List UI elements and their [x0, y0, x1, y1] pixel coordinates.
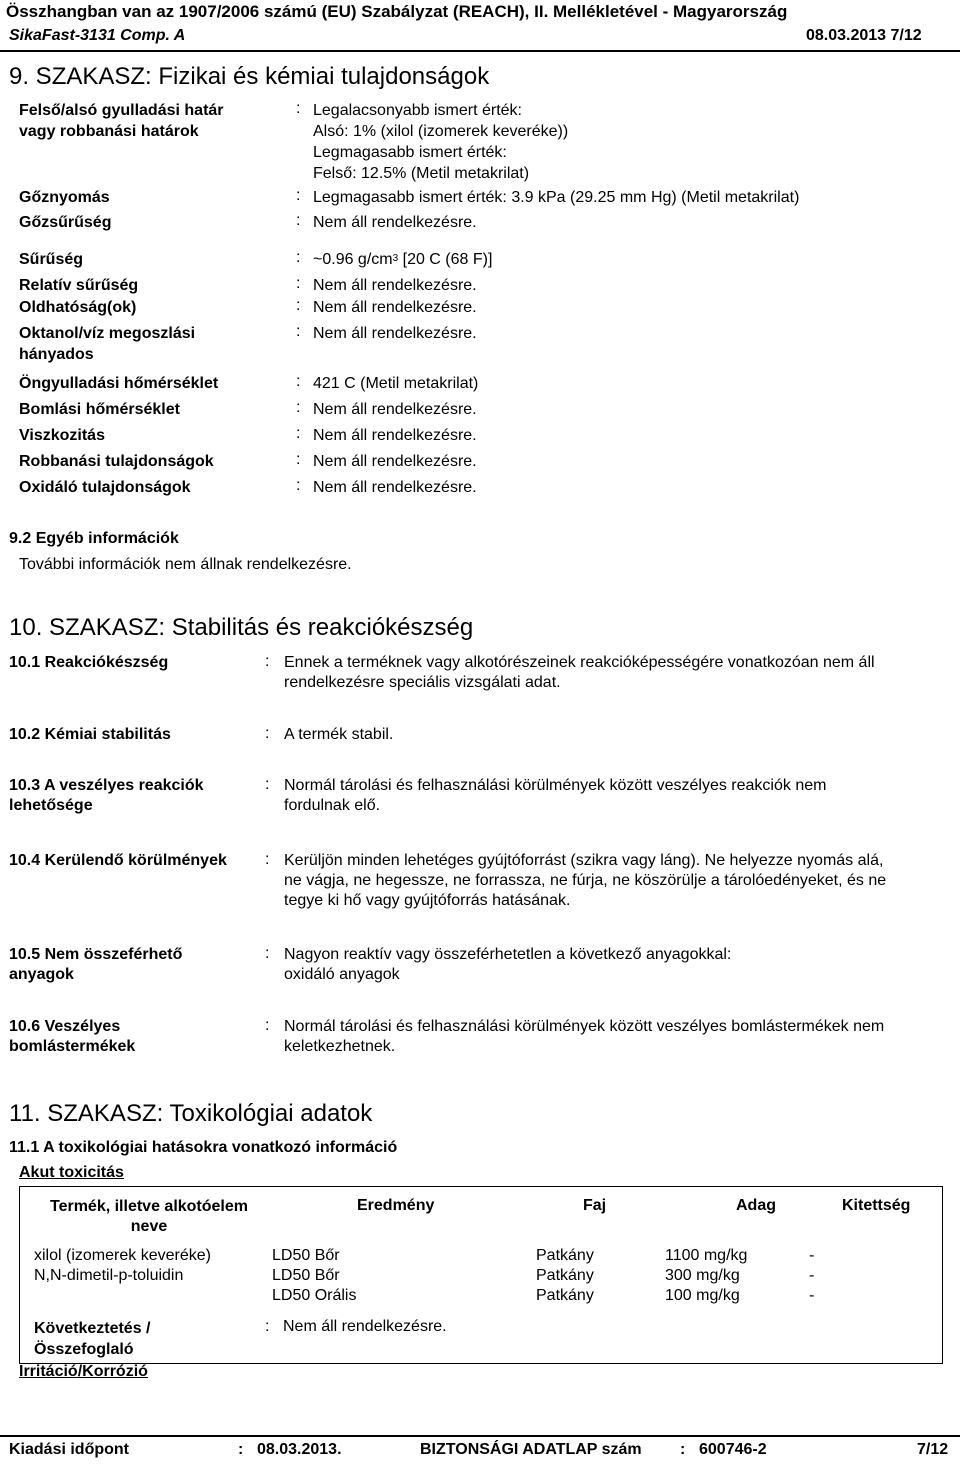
colon: : [296, 451, 301, 468]
value-line: rendelkezésre speciális vizsgálati adat. [284, 674, 561, 691]
colon: : [296, 425, 301, 442]
value-line: ne vágja, ne hegessze, ne forrassza, ne fúrja, ne köszörülje a tárolóedényeket, és ne [284, 872, 887, 889]
header-divider [0, 50, 960, 52]
property-value-partition-coefficient: Nem áll rendelkezésre. [313, 325, 477, 342]
table-column-products [34, 1246, 211, 1286]
footer-sds-number: 600746-2 [699, 1441, 767, 1458]
hazardous-reactions-label [9, 776, 204, 816]
section-10-title: 10. SZAKASZ: Stabilitás és reakciókészség [9, 614, 474, 641]
colon: : [296, 477, 301, 494]
property-label-decomposition: Bomlási hőmérséklet [19, 401, 180, 418]
property-label-autoignition: Öngyulladási hőmérséklet [19, 375, 219, 392]
table-cell: LD50 Orális [272, 1287, 357, 1304]
label-line: bomlástermékek [9, 1038, 136, 1055]
value-line: Nagyon reaktív vagy összeférhetetlen a következő anyagokkal: [284, 946, 732, 963]
property-value-decomposition: Nem áll rendelkezésre. [313, 401, 477, 418]
incompatible-materials-label [9, 945, 182, 985]
table-cell: 1100 mg/kg [665, 1247, 748, 1264]
label-line: 10.6 Veszélyes [9, 1018, 121, 1035]
table-header-product: Termék, illetve alkotóelem neve [49, 1198, 248, 1235]
document-regulation-title: Összhangban van az 1907/2006 számú (EU) Szabályzat (REACH), II. Mellékletével - Magyarország [6, 2, 788, 21]
table-cell: Patkány [536, 1267, 594, 1284]
table-header-exposure: Kitettség [842, 1197, 911, 1214]
section-9-2-text: További információk nem állnak rendelkezésre. [19, 556, 352, 573]
reactivity-value [284, 653, 875, 693]
label-line: Felső/alsó gyulladási határ [19, 102, 224, 119]
value-line: Legmagasabb ismert érték: [313, 144, 507, 161]
table-header-dose: Adag [736, 1197, 776, 1214]
property-label-solubility: Oldhatóság(ok) [19, 299, 137, 316]
colon: : [265, 1318, 270, 1335]
density-exponent: 3 [392, 253, 399, 264]
property-label-vapor-pressure: Gőznyomás [19, 189, 110, 206]
value-line: tegye ki hő vagy gyújtóforrás hatásának. [284, 892, 571, 909]
irritation-corrosion-label: Irritáció/Korrózió [19, 1363, 148, 1380]
property-value-flammability-limits [313, 100, 568, 184]
table-cell: xilol (izomerek keveréke) [34, 1247, 211, 1264]
table-cell: N,N-dimetil-p-toluidin [34, 1267, 184, 1284]
footer-issue-date: 08.03.2013. [257, 1441, 342, 1458]
property-value-density [313, 249, 492, 270]
colon: : [296, 212, 301, 229]
table-cell: LD50 Bőr [272, 1247, 340, 1264]
label-line: lehetősége [9, 797, 93, 814]
table-cell: LD50 Bőr [272, 1267, 340, 1284]
colon: : [296, 249, 301, 266]
colon: : [296, 187, 301, 204]
conclusion-label [34, 1318, 151, 1360]
table-cell: Patkány [536, 1247, 594, 1264]
decomposition-products-value [284, 1017, 884, 1057]
property-label-viscosity: Viszkozitás [19, 427, 105, 444]
reactivity-label: 10.1 Reakciókészség [9, 654, 169, 671]
colon: : [265, 851, 270, 868]
colon: : [296, 323, 301, 340]
property-label-vapor-density: Gőzsűrűség [19, 214, 112, 231]
colon: : [265, 1017, 270, 1034]
property-value-relative-density: Nem áll rendelkezésre. [313, 277, 477, 294]
value-line: Felső: 12.5% (Metil metakrilat) [313, 165, 530, 182]
table-column-species [536, 1246, 594, 1306]
property-label-oxidizing: Oxidáló tulajdonságok [19, 479, 191, 496]
label-line: Összefoglaló [34, 1341, 134, 1358]
conclusion-value: Nem áll rendelkezésre. [283, 1318, 447, 1335]
value-line: oxidáló anyagok [284, 966, 400, 983]
value-line: Normál tárolási és felhasználási körülmények között veszélyes reakciók nem [284, 777, 827, 794]
value-line: fordulnak elő. [284, 797, 381, 814]
value-line: Normál tárolási és felhasználási körülmények között veszélyes bomlástermékek nem [284, 1018, 885, 1035]
density-condition: [20 C (68 F)] [398, 251, 493, 268]
table-column-doses [665, 1246, 747, 1306]
table-cell: - [809, 1267, 815, 1284]
value-line: keletkezhetnek. [284, 1038, 396, 1055]
value-line: Alsó: 1% (xilol (izomerek keveréke)) [313, 123, 569, 140]
colon: : [265, 653, 270, 670]
property-value-oxidizing: Nem áll rendelkezésre. [313, 479, 477, 496]
footer-issue-label: Kiadási időpont [9, 1441, 129, 1458]
hazardous-reactions-value [284, 776, 826, 816]
table-cell: Patkány [536, 1287, 594, 1304]
incompatible-materials-value [284, 945, 731, 985]
colon: : [265, 725, 270, 742]
footer-divider [0, 1435, 960, 1437]
label-line: Következtetés / [34, 1320, 151, 1337]
table-cell: - [809, 1247, 815, 1264]
header-date-page: 08.03.2013 7/12 [806, 27, 922, 44]
label-line: vagy robbanási határok [19, 123, 199, 140]
conditions-to-avoid-value [284, 851, 886, 911]
table-cell: - [809, 1287, 815, 1304]
section-11-1-title: 11.1 A toxikológiai hatásokra vonatkozó információ [9, 1139, 398, 1156]
property-value-autoignition: 421 C (Metil metakrilat) [313, 375, 479, 392]
section-9-title: 9. SZAKASZ: Fizikai és kémiai tulajdonságok [9, 63, 490, 90]
colon: : [296, 100, 301, 117]
colon: : [296, 297, 301, 314]
property-value-solubility: Nem áll rendelkezésre. [313, 299, 477, 316]
table-header-species: Faj [583, 1197, 607, 1214]
property-label-flammability-limits [19, 100, 224, 142]
property-value-explosive: Nem áll rendelkezésre. [313, 453, 477, 470]
decomposition-products-label [9, 1017, 135, 1057]
colon: : [238, 1441, 244, 1458]
property-value-vapor-pressure: Legmagasabb ismert érték: 3.9 kPa (29.25 mm Hg) (Metil metakrilat) [313, 189, 800, 206]
property-label-explosive: Robbanási tulajdonságok [19, 453, 214, 470]
property-value-viscosity: Nem áll rendelkezésre. [313, 427, 477, 444]
chemical-stability-label: 10.2 Kémiai stabilitás [9, 726, 171, 743]
section-9-2-title: 9.2 Egyéb információk [9, 530, 179, 547]
property-label-density: Sűrűség [19, 251, 84, 268]
table-cell: 300 mg/kg [665, 1267, 740, 1284]
colon: : [265, 776, 270, 793]
property-label-partition-coefficient [19, 323, 195, 365]
table-column-results [272, 1246, 356, 1306]
chemical-stability-value: A termék stabil. [284, 726, 394, 743]
conditions-to-avoid-label: 10.4 Kerülendő körülmények [9, 852, 227, 869]
colon: : [680, 1441, 686, 1458]
colon: : [296, 275, 301, 292]
table-cell: 100 mg/kg [665, 1287, 740, 1304]
label-line: Oktanol/víz megoszlási [19, 325, 196, 342]
label-line: 10.5 Nem összeférhető [9, 946, 183, 963]
label-line: hányados [19, 346, 94, 363]
label-line: anyagok [9, 966, 74, 983]
colon: : [296, 399, 301, 416]
footer-sds-label: BIZTONSÁGI ADATLAP szám [420, 1441, 642, 1458]
colon: : [296, 373, 301, 390]
colon: : [265, 945, 270, 962]
label-line: 10.3 A veszélyes reakciók [9, 777, 204, 794]
section-11-title: 11. SZAKASZ: Toxikológiai adatok [9, 1100, 373, 1127]
table-column-exposure [809, 1246, 814, 1306]
density-value: ~0.96 g/cm [313, 251, 393, 268]
value-line: Legalacsonyabb ismert érték: [313, 102, 522, 119]
property-value-vapor-density: Nem áll rendelkezésre. [313, 214, 477, 231]
property-label-relative-density: Relatív sűrűség [19, 277, 139, 294]
value-line: Kerüljön minden lehetéges gyújtóforrást (szikra vagy láng). Ne helyezze nyomás alá, [284, 852, 884, 869]
product-name: SikaFast-3131 Comp. A [9, 27, 186, 44]
footer-page-number: 7/12 [917, 1441, 949, 1458]
acute-toxicity-table [19, 1186, 943, 1364]
value-line: Ennek a terméknek vagy alkotórészeinek reakcióképességére vonatkozóan nem áll [284, 654, 875, 671]
acute-toxicity-label: Akut toxicitás [19, 1164, 124, 1181]
table-header-result: Eredmény [357, 1197, 435, 1214]
